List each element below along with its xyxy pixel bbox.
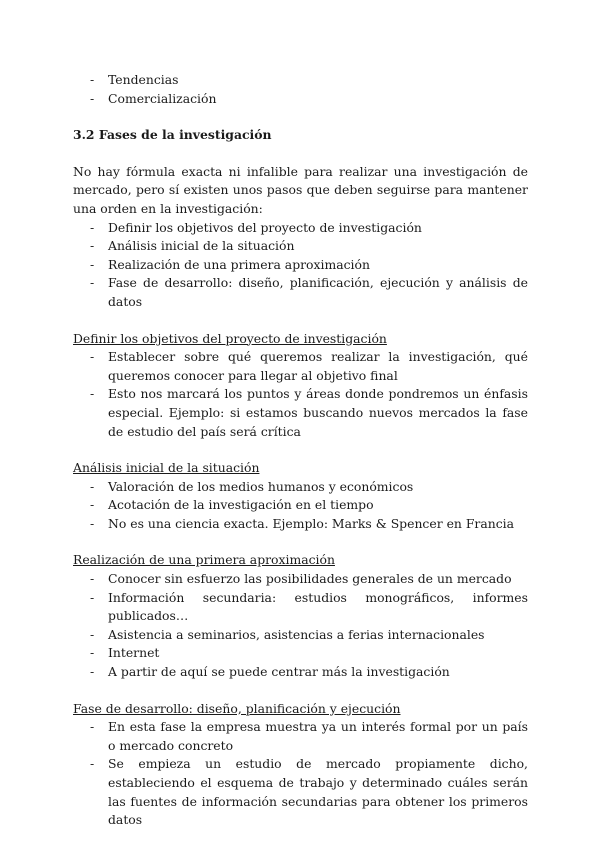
bullet-dash: - [90, 719, 95, 735]
bullet-dash: - [90, 90, 95, 106]
steps-list [73, 219, 528, 312]
list-item: - Realización de una primera aproximación [73, 256, 528, 275]
bullet-dash: - [90, 72, 95, 87]
list-item: - Acotación de la investigación en el tiempo [73, 496, 528, 515]
bullet-dash: - [90, 478, 95, 494]
subsection-list [73, 348, 528, 441]
list-item: - A partir de aquí se puede centrar más la investigación [73, 663, 528, 682]
list-item: - Información secundaria: estudios monográficos, informes publicados… [90, 589, 528, 624]
list-item: - Esto nos marcará los puntos y áreas donde pondremos un énfasis especial. Ejemplo: si estamos buscando nuevos mercados la fase de estudio del país será crítica [90, 386, 528, 439]
list-item: - Internet [73, 644, 528, 663]
intro-paragraph: No hay fórmula exacta ni infalible para realizar una investigación de mercado, pero sí existen unos pasos que deben seguirse para mantener una orden en la investigación: [73, 163, 528, 216]
bullet-dash: - [90, 256, 95, 272]
list-item: - Comercialización [73, 90, 528, 109]
subsection-title: Definir los objetivos del proyecto de investigación [73, 330, 387, 346]
subsection-title: Análisis inicial de la situación [73, 460, 260, 476]
bullet-dash: - [90, 645, 95, 661]
bullet-dash: - [90, 571, 95, 587]
section-heading: 3.2 Fases de la investigación [73, 127, 272, 143]
list-item: - No es una ciencia exacta. Ejemplo: Marks & Spencer en Francia [73, 515, 528, 534]
list-item: - Se empieza un estudio de mercado propiamente dicho, estableciendo el esquema de trabajo y determinado cuáles serán las fuentes de información secundarias para obtener los primeros datos [90, 756, 528, 828]
bullet-dash: - [90, 626, 95, 642]
list-item: - Asistencia a seminarios, asistencias a ferias internacionales [73, 626, 528, 645]
list-item: - Valoración de los medios humanos y económicos [73, 478, 528, 497]
list-item: - Fase de desarrollo: diseño, planificación, ejecución y análisis de datos [90, 275, 528, 309]
bullet-dash: - [90, 238, 95, 254]
list-item: - Definir los objetivos del proyecto de investigación [73, 219, 528, 238]
subsection-list [73, 478, 528, 534]
bullet-dash: - [90, 219, 95, 235]
subsection-title: Fase de desarrollo: diseño, planificación y ejecución [73, 700, 401, 716]
list-item: - Tendencias [73, 71, 528, 90]
bullet-dash: - [90, 497, 95, 513]
subsection-list [73, 718, 528, 830]
top-list [73, 71, 528, 108]
list-item: - En esta fase la empresa muestra ya un interés formal por un país o mercado concreto [90, 719, 528, 753]
bullet-dash: - [90, 515, 95, 531]
bullet-dash: - [90, 589, 95, 605]
bullet-dash: - [90, 664, 95, 680]
list-item: - Conocer sin esfuerzo las posibilidades generales de un mercado [73, 570, 528, 589]
subsection-title: Realización de una primera aproximación [73, 552, 335, 568]
bullet-dash: - [90, 349, 95, 365]
bullet-dash: - [90, 275, 95, 291]
list-item: - Establecer sobre qué queremos realizar la investigación, qué queremos conocer para llegar al objetivo final [90, 349, 528, 383]
document-content [73, 71, 528, 830]
subsection-list [73, 570, 528, 682]
list-item: - Análisis inicial de la situación [73, 237, 528, 256]
bullet-dash: - [90, 386, 95, 402]
bullet-dash: - [90, 756, 95, 772]
